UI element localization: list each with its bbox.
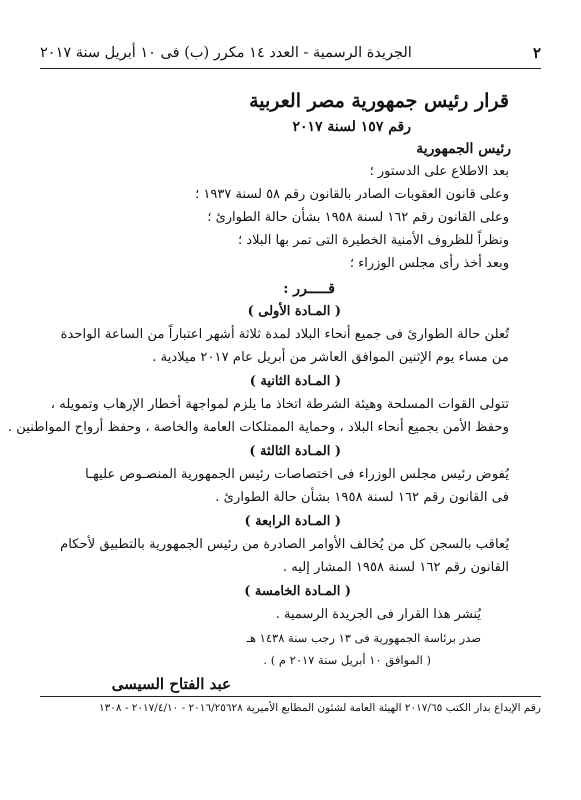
decree-title: قرار رئيس جمهورية مصر العربية [249, 90, 509, 112]
decides-heading: قـــــرر : [283, 281, 335, 297]
preamble-line: وعلى قانون العقوبات الصادر بالقانون رقم ٥٨ لسنة ١٩٣٧ ؛ [195, 187, 509, 202]
article-line: فى القانون رقم ١٦٢ لسنة ١٩٥٨ بشأن حالة الطوارئ . [215, 490, 509, 505]
page-number: ٢ [532, 44, 541, 62]
article-line: تُعلن حالة الطوارئ فى جميع أنحاء البلاد لمدة ثلاثة أشهر اعتباراً من الساعة الواحدة [60, 327, 509, 342]
article-line: من مساء يوم الإثنين الموافق العاشر من أبريل عام ٢٠١٧ ميلادية . [152, 350, 509, 365]
decree-number: رقم ١٥٧ لسنة ٢٠١٧ [292, 119, 411, 135]
article-heading: ( المـادة الثالثة ) [249, 444, 341, 459]
gregorian-date: ( الموافق ١٠ أبريل سنة ٢٠١٧ م ) . [263, 653, 431, 667]
footer-rule [40, 696, 541, 697]
gazette-header-title: الجريدة الرسمية - العدد ١٤ مكرر (ب) فى ١٠ أبريل سنة ٢٠١٧ [40, 45, 412, 61]
preamble-line: وبعد أخذ رأى مجلس الوزراء ؛ [349, 256, 509, 271]
preamble-line: ونظراً للظروف الأمنية الخطيرة التى تمر بها البلاد ؛ [238, 233, 509, 248]
article-heading: ( المـادة الثانية ) [249, 374, 341, 389]
article-line: القانون رقم ١٦٢ لسنة ١٩٥٨ المشار إليه . [282, 560, 509, 575]
preamble-line: بعد الاطلاع على الدستور ؛ [369, 164, 509, 179]
article-heading: ( المـادة الأولى ) [247, 304, 341, 319]
signature: عبد الفتاح السيسى [111, 675, 231, 693]
preamble-line: وعلى القانون رقم ١٦٢ لسنة ١٩٥٨ بشأن حالة الطوارئ ؛ [207, 210, 509, 225]
article-line: يُنشر هذا القرار فى الجريدة الرسمية . [275, 607, 481, 622]
article-line: تتولى القوات المسلحة وهيئة الشرطة اتخاذ ما يلزم لمواجهة أخطار الإرهاب وتمويله ، [50, 397, 509, 412]
page-header [40, 42, 541, 64]
president-heading: رئيس الجمهورية [416, 141, 511, 157]
footer-text: رقم الإيداع بدار الكتب ٢٠١٧/٦٥ الهيئة العامة لشئون المطابع الأميرية ٢٠١٦/٢٥٦٢٨ - ٢٠١٧/٤/١٠ - ١٣٠٨ [98, 702, 541, 714]
article-line: يُفوض رئيس مجلس الوزراء فى اختصاصات رئيس الجمهورية المنصـوص عليهـا [85, 467, 509, 482]
article-line: يُعاقب بالسجن كل من يُخالف الأوامر الصادرة من رئيس الجمهورية بالتطبيق لأحكام [60, 537, 509, 552]
article-heading: ( المـادة الخامسة ) [244, 584, 351, 599]
issued-date: صدر برئاسة الجمهورية فى ١٣ رجب سنة ١٤٣٨ هـ [246, 631, 481, 645]
article-line: وحفظ الأمن بجميع أنحاء البلاد ، وحماية الممتلكات العامة والخاصة ، وحفظ أرواح المواطنين . [7, 420, 509, 435]
article-heading: ( المـادة الرابعة ) [244, 514, 341, 529]
header-rule [40, 68, 541, 69]
